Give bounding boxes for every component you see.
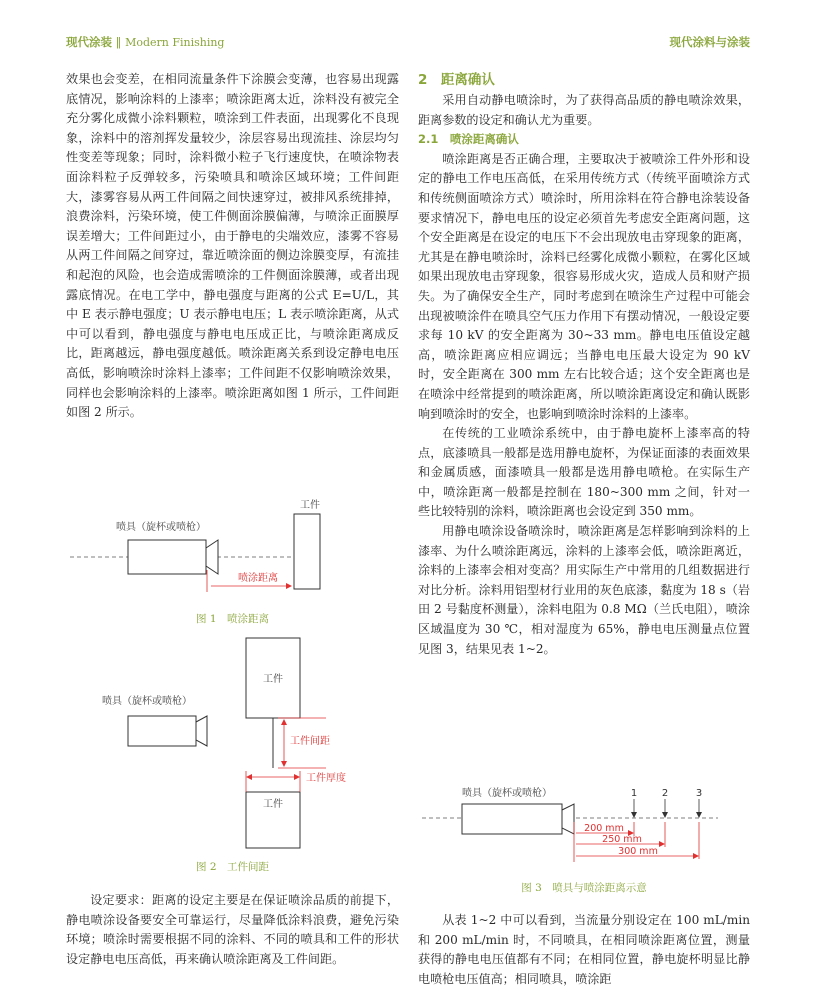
figure-3-caption: 图 3 喷具与喷涂距离示意 — [521, 882, 647, 894]
fig2-workpiece-top-label: 工件 — [263, 674, 283, 685]
figure-1-caption: 图 1 喷涂距离 — [195, 613, 270, 625]
figure-2-caption: 图 2 工件间距 — [195, 861, 270, 873]
fig3-dim-250-label: 250 mm — [602, 834, 642, 845]
subsection-heading: 2.1 喷涂距离确认 — [418, 132, 519, 147]
fig3-sprayer-body — [462, 804, 562, 834]
fig3-point-1-label: 1 — [630, 788, 638, 799]
header-separator: ‖ — [112, 35, 126, 49]
paragraph: 采用自动静电喷涂时，为了获得高品质的静电喷涂效果，距离参数的设定和确认尤为重要。 — [418, 93, 750, 127]
paragraph: 喷涂距离是否正确合理，主要取决于被喷涂工件外形和设定的静电工作电压高低，在采用传统方式（传统平面喷涂方式和传统侧面喷涂方式）喷涂时，所用涂料在符合静电涂装设备要求情况下，静电电压的设定必须首先考虑安全距离问题，这个安全距离是在设定的电压下不会出现放电击穿现象的距离，尤其是在静电喷涂时，涂料已经雾化成微小颗粒，在雾化区域如果出现放电击穿现象，很容易形成火灾，造成人员和财产损失。为了确保安全生产，同时考虑到在喷涂生产过程中可能会出现被喷涂件在喷具空气压力作用下有摆动情况，一般设定要求每 10 kV 的安全距离为 30~33 mm。静电电压值设定越高，喷涂距离应相应调远；当静电电压最大设定为 90 kV 时，安全距离在 300 mm 左右比较合适；这个安全距离也是在喷涂中经常提到的喷涂距离，所以喷涂距离设定和确认既影响到喷涂时的安全，也影响到喷涂时涂料的上漆率。 — [418, 151, 750, 421]
paragraph: 设定要求：距离的设定主要是在保证喷涂品质的前提下，静电喷涂设备要安全可靠运行，尽量降低涂料浪费，避免污染环境；喷涂时需要根据不同的涂料、不同的喷具和工件的形状设定静电电压高低，再来确认喷涂距离及工件间距。 — [66, 893, 399, 966]
fig3-dim-200-label: 200 mm — [584, 823, 624, 834]
fig1-sprayer-body — [128, 540, 206, 574]
fig1-arrow-head — [286, 583, 292, 589]
figure-2 — [66, 636, 399, 850]
journal-name: 现代涂装 — [66, 35, 112, 49]
fig3-point-1-head — [631, 812, 637, 818]
fig3-point-3-head — [696, 812, 702, 818]
fig2-workpiece-bottom-label: 工件 — [263, 799, 283, 810]
figure-1-diagram — [66, 494, 399, 594]
fig3-dim-300-label: 300 mm — [618, 846, 658, 857]
fig2-gap-arrow-top — [281, 719, 287, 725]
paragraph: 效果也会变差，在相同流量条件下涂膜会变薄，也容易出现露底情况，影响涂料的上漆率；喷涂距离太近，涂料没有被完全充分雾化成微小涂料颗粒，喷涂到工件表面，出现雾化不良现象，涂料中的溶剂挥发量较少，涂层容易出现流挂、涂层均匀性变差等现象；同时，涂料微小粒子飞行速度快，在喷涂物表面涂料粒子反弹较多，污染喷具和喷涂区域环境；工件间距大，漆雾容易从两工件间隔之间快速穿过，被排风系统排掉，浪费涂料，污染环境，使工件侧面涂膜偏薄，与喷涂正面膜厚误差增大；工件间距过小，由于静电的尖端效应，漆雾不容易从两工件间隔之间穿过，靠近喷涂面的侧边涂膜变厚，有流挂和起泡的风险，也会造成需喷涂的工件侧面涂膜薄，或者出现露底情况。在电工学中，静电强度与距离的公式 E=U/L，其中 E 表示静电强度；U 表示静电电压；L 表示喷涂距离，从式中可以看到，静电强度与静电电压成正比，与喷涂距离成反比，距离越远，静电强度越低。喷涂距离关系到设定静电电压高低，影响喷涂时涂料上漆率；工件间距不仅影响喷涂效果，同样也会影响涂料的上漆率。喷涂距离如图 1 所示，工件间距如图 2 所示。 — [66, 72, 399, 420]
fig2-thick-arrow-left — [246, 774, 252, 780]
right-column-bottom-text — [418, 911, 750, 989]
paragraph: 用静电喷涂设备喷涂时，喷涂距离是怎样影响到涂料的上漆率、为什么喷涂距离远，涂料的上漆率会低，喷涂距离近，涂料的上漆率会相对变高？用实际生产中常用的几组数据进行对比分析。涂料用铝型材行业用的灰色底漆，黏度为 18 s（岩田 2 号黏度杯测量），涂料电阻为 0.8 MΩ（兰氏电阻），喷涂区域温度为 30 ℃，相对湿度为 65%，静电电压测量点位置见图 3，结果见表 1~2。 — [418, 524, 750, 656]
fig1-sprayer-label: 喷具（旋杯或喷枪） — [116, 522, 206, 533]
fig2-gap-arrow-bottom — [281, 761, 287, 767]
fig2-thick-arrow-right — [294, 774, 300, 780]
fig2-thickness-label: 工件厚度 — [306, 773, 346, 784]
journal-name-en: Modern Finishing — [125, 36, 225, 49]
fig3-point-2-label: 2 — [661, 788, 669, 799]
fig3-point-2-head — [662, 812, 668, 818]
fig3-nozzle — [562, 804, 574, 834]
fig1-distance-label: 喷涂距离 — [238, 573, 278, 584]
figure-3-diagram — [418, 784, 750, 864]
fig2-gap-label: 工件间距 — [290, 736, 330, 747]
fig2-sprayer-label: 喷具（旋杯或喷枪） — [102, 696, 192, 707]
fig2-nozzle — [196, 716, 207, 746]
fig3-point-3-label: 3 — [695, 788, 703, 799]
fig1-workpiece-label: 工件 — [300, 500, 320, 511]
figure-2-diagram — [66, 636, 399, 850]
running-header-right: 现代涂料与涂装 — [669, 35, 750, 49]
paragraph: 从表 1~2 中可以看到，当流量分别设定在 100 mL/min 和 200 mL/min 时，不同喷具，在相同喷涂距离位置，测量获得的静电电压值都有不同；在相同位置，静电旋杯明显比静电喷枪电压值高；相同喷具，喷涂距 — [418, 913, 750, 986]
left-column-text — [66, 70, 399, 423]
fig1-workpiece — [294, 514, 320, 589]
fig1-nozzle — [206, 540, 218, 574]
fig3-dim-300-head — [693, 853, 699, 859]
fig3-sprayer-label: 喷具（旋杯或喷枪） — [462, 788, 552, 799]
right-column-text — [418, 70, 750, 659]
running-header-left — [66, 34, 224, 50]
figure-1 — [66, 494, 399, 594]
paragraph: 在传统的工业喷涂系统中，由于静电旋杯上漆率高的特点，底漆喷具一般都是选用静电旋杯，为保证面漆的表面效果和金属质感，面漆喷具一般都是选用静电喷枪。在实际生产中，喷涂距离一般都是控制在 180~300 mm 之间，针对一些比较特别的涂料，喷涂距离也会设定到 350 mm。 — [418, 426, 750, 519]
fig3-dim-250-head — [659, 841, 665, 847]
figure-3 — [418, 784, 750, 864]
left-column-bottom-text — [66, 891, 399, 969]
section-heading: 2 距离确认 — [418, 72, 495, 88]
fig2-sprayer-body — [128, 716, 196, 746]
